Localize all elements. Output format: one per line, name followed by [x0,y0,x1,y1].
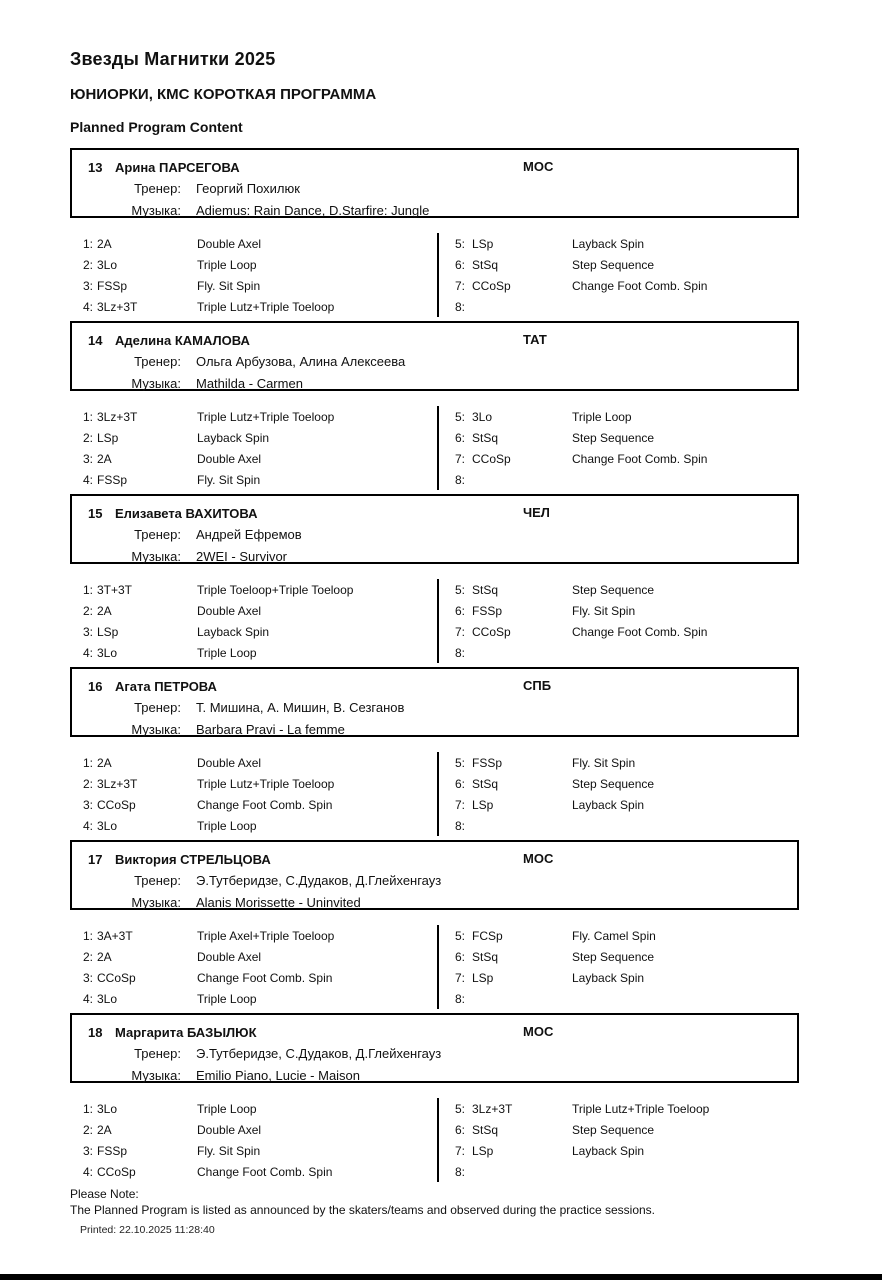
element-description: Change Foot Comb. Spin [197,970,333,985]
element-code: StSq [472,949,499,964]
coach-row [72,869,797,891]
element-number: 3: [83,624,94,639]
element-description: Triple Loop [197,1101,257,1116]
music-row [72,891,797,913]
element-code: LSp [97,430,119,445]
element-description: Layback Spin [572,797,645,812]
element-code: FSSp [472,755,503,770]
element-number: 8: [455,299,466,314]
element-number: 6: [455,257,466,272]
element-number: 6: [455,949,466,964]
element-number: 8: [455,818,466,833]
element-row [83,967,437,988]
element-code: 3Lz+3T [97,299,138,314]
element-code: LSp [472,236,494,251]
element-code: 2A [97,1122,112,1137]
coach-value: Э.Тутберидзе, С.Дудаков, Д.Глейхенгауз [196,1045,442,1061]
element-code: LSp [97,624,119,639]
coach-value: Э.Тутберидзе, С.Дудаков, Д.Глейхенгауз [196,872,442,888]
element-description: Change Foot Comb. Spin [572,624,708,639]
element-number: 7: [455,970,466,985]
skater-name: Агата ПЕТРОВА [115,678,217,694]
coach-value: Георгий Похилюк [196,180,300,196]
element-row [455,427,799,448]
elements-table [70,391,799,494]
element-description: Double Axel [197,236,262,251]
music-value: Adiemus: Rain Dance, D.Starfire: Jungle [196,202,430,218]
element-row [83,752,437,773]
skater-list [70,148,800,1186]
element-code: 3Lo [97,645,118,660]
printed-timestamp: Printed: 22.10.2025 11:28:40 [80,1224,215,1236]
element-code: 3Lz+3T [97,776,138,791]
element-row [83,427,437,448]
element-code: 3Lz+3T [472,1101,513,1116]
element-row [455,600,799,621]
element-code: 3Lo [97,1101,118,1116]
element-number: 8: [455,1164,466,1179]
skater-block [70,494,799,667]
element-row [83,1119,437,1140]
skater-header-box [70,148,799,218]
skater-name-row [72,157,797,177]
skater-region: МОС [523,1024,554,1039]
skater-name: Аделина КАМАЛОВА [115,332,250,348]
element-code: 3T+3T [97,582,133,597]
element-description: Fly. Camel Spin [572,928,656,943]
element-number: 3: [83,797,94,812]
element-number: 7: [455,278,466,293]
element-row [83,254,437,275]
elements-column [437,579,799,663]
element-description: Triple Lutz+Triple Toeloop [197,299,335,314]
element-number: 6: [455,430,466,445]
music-row [72,1064,797,1086]
section-title: Planned Program Content [70,119,243,135]
element-number: 5: [455,582,466,597]
element-code: 2A [97,236,112,251]
element-description: Change Foot Comb. Spin [197,1164,333,1179]
element-row [455,752,799,773]
element-code: CCoSp [97,970,136,985]
skater-name: Елизавета ВАХИТОВА [115,505,258,521]
music-value: Mathilda - Carmen [196,375,303,391]
skater-block [70,1013,799,1186]
element-row [83,1140,437,1161]
element-row [455,233,799,254]
element-row [455,1098,799,1119]
element-code: StSq [472,582,499,597]
element-number: 4: [83,645,94,660]
element-number: 4: [83,299,94,314]
start-number: 16 [88,678,103,694]
element-number: 8: [455,645,466,660]
element-code: CCoSp [97,1164,136,1179]
element-number: 5: [455,409,466,424]
skater-region: МОС [523,159,554,174]
element-number: 7: [455,624,466,639]
music-label: Музыка: [131,375,181,391]
elements-table [70,737,799,840]
element-description: Triple Loop [197,645,257,660]
music-value: 2WEI - Survivor [196,548,288,564]
element-row [83,642,437,663]
element-number: 3: [83,278,94,293]
coach-row [72,696,797,718]
element-code: FSSp [97,472,128,487]
coach-row [72,350,797,372]
element-description: Double Axel [197,755,262,770]
element-code: FCSp [472,928,503,943]
element-description: Step Sequence [572,582,655,597]
element-row [455,448,799,469]
elements-table [70,1083,799,1186]
start-number: 17 [88,851,103,867]
skater-name-row [72,503,797,523]
skater-name-row [72,676,797,696]
element-number: 3: [83,451,94,466]
element-number: 1: [83,409,94,424]
element-row [455,621,799,642]
element-row [83,946,437,967]
music-label: Музыка: [131,548,181,564]
elements-column [70,1098,437,1182]
element-code: LSp [472,970,494,985]
skater-header-box [70,321,799,391]
element-row [83,925,437,946]
element-number: 4: [83,818,94,833]
elements-table [70,218,799,321]
skater-block [70,667,799,840]
element-description: Change Foot Comb. Spin [197,797,333,812]
elements-column [437,233,799,317]
element-row [455,773,799,794]
element-number: 2: [83,257,94,272]
element-code: 2A [97,949,112,964]
element-code: CCoSp [472,278,511,293]
element-number: 7: [455,1143,466,1158]
coach-row [72,177,797,199]
start-number: 15 [88,505,103,521]
elements-column [70,925,437,1009]
element-row [83,469,437,490]
element-description: Double Axel [197,603,262,618]
element-code: 2A [97,755,112,770]
music-label: Музыка: [131,894,181,910]
element-row [455,296,799,317]
element-number: 6: [455,776,466,791]
element-description: Step Sequence [572,949,655,964]
skater-name: Арина ПАРСЕГОВА [115,159,240,175]
element-description: Double Axel [197,949,262,964]
element-number: 1: [83,755,94,770]
music-label: Музыка: [131,202,181,218]
element-number: 1: [83,236,94,251]
elements-column [437,406,799,490]
coach-label: Тренер: [134,699,181,715]
footer-note-text: The Planned Program is listed as announced by the skaters/teams and observed during the practice sessions. [70,1203,655,1217]
element-row [455,925,799,946]
element-number: 1: [83,582,94,597]
element-row [83,794,437,815]
element-code: FSSp [472,603,503,618]
element-description: Triple Lutz+Triple Toeloop [197,409,335,424]
element-number: 5: [455,1101,466,1116]
elements-column [70,406,437,490]
page-title: Звезды Магнитки 2025 [70,49,276,69]
element-code: FSSp [97,1143,128,1158]
element-row [83,406,437,427]
element-number: 3: [83,1143,94,1158]
skater-block [70,148,799,321]
skater-header-box [70,494,799,564]
skater-block [70,840,799,1013]
element-row [83,275,437,296]
element-description: Triple Lutz+Triple Toeloop [572,1101,710,1116]
music-row [72,372,797,394]
element-row [83,600,437,621]
music-value: Emilio Piano, Lucie - Maison [196,1067,361,1083]
element-number: 3: [83,970,94,985]
element-description: Triple Loop [197,257,257,272]
music-label: Музыка: [131,721,181,737]
element-description: Triple Loop [197,991,257,1006]
element-code: 3Lz+3T [97,409,138,424]
element-code: CCoSp [97,797,136,812]
element-number: 4: [83,472,94,487]
element-number: 7: [455,797,466,812]
coach-label: Тренер: [134,1045,181,1061]
element-code: CCoSp [472,624,511,639]
element-code: FSSp [97,278,128,293]
element-number: 5: [455,928,466,943]
footer [0,1186,882,1237]
element-row [455,967,799,988]
element-description: Fly. Sit Spin [572,603,636,618]
element-row [83,815,437,836]
elements-column [70,579,437,663]
skater-region: СПБ [523,678,552,693]
coach-row [72,523,797,545]
element-description: Double Axel [197,1122,262,1137]
element-number: 7: [455,451,466,466]
skater-header-box [70,667,799,737]
element-description: Double Axel [197,451,262,466]
element-description: Step Sequence [572,776,655,791]
elements-table [70,910,799,1013]
element-description: Change Foot Comb. Spin [572,451,708,466]
element-row [455,988,799,1009]
element-number: 2: [83,1122,94,1137]
element-code: 3Lo [97,991,118,1006]
element-code: LSp [472,1143,494,1158]
element-number: 2: [83,603,94,618]
music-row [72,545,797,567]
skater-header-box [70,840,799,910]
coach-value: Андрей Ефремов [196,526,302,542]
element-row [83,296,437,317]
element-description: Layback Spin [197,624,270,639]
element-row [455,1161,799,1182]
elements-column [437,925,799,1009]
element-description: Fly. Sit Spin [197,472,261,487]
element-code: 2A [97,603,112,618]
coach-label: Тренер: [134,872,181,888]
element-code: StSq [472,430,499,445]
element-row [455,794,799,815]
element-row [455,946,799,967]
bottom-edge-bar [0,1274,882,1280]
element-number: 2: [83,949,94,964]
start-number: 18 [88,1024,103,1040]
skater-region: МОС [523,851,554,866]
element-code: StSq [472,257,499,272]
element-code: StSq [472,1122,499,1137]
element-description: Layback Spin [572,236,645,251]
element-description: Triple Loop [197,818,257,833]
element-description: Layback Spin [572,970,645,985]
element-number: 4: [83,1164,94,1179]
element-code: StSq [472,776,499,791]
skater-name: Виктория СТРЕЛЬЦОВА [115,851,271,867]
element-code: 3Lo [97,257,118,272]
element-row [83,579,437,600]
music-row [72,199,797,221]
elements-column [437,752,799,836]
category-title: ЮНИОРКИ, КМС КОРОТКАЯ ПРОГРАММА [70,86,377,103]
element-number: 2: [83,430,94,445]
element-row [83,988,437,1009]
element-row [455,579,799,600]
element-description: Fly. Sit Spin [197,1143,261,1158]
element-number: 6: [455,603,466,618]
skater-header-box [70,1013,799,1083]
footer-note-title: Please Note: [70,1187,139,1201]
start-number: 14 [88,332,103,348]
element-row [455,406,799,427]
element-description: Fly. Sit Spin [197,278,261,293]
element-description: Step Sequence [572,1122,655,1137]
element-number: 8: [455,472,466,487]
element-description: Triple Lutz+Triple Toeloop [197,776,335,791]
element-number: 5: [455,236,466,251]
element-description: Change Foot Comb. Spin [572,278,708,293]
element-description: Fly. Sit Spin [572,755,636,770]
elements-column [437,1098,799,1182]
music-row [72,718,797,740]
element-code: 3Lo [97,818,118,833]
element-code: 2A [97,451,112,466]
elements-table [70,564,799,667]
element-description: Step Sequence [572,430,655,445]
element-row [455,1119,799,1140]
element-number: 8: [455,991,466,1006]
skater-block [70,321,799,494]
element-row [83,233,437,254]
element-description: Triple Loop [572,409,632,424]
element-row [455,815,799,836]
element-number: 1: [83,1101,94,1116]
element-description: Triple Toeloop+Triple Toeloop [197,582,354,597]
element-row [455,642,799,663]
coach-label: Тренер: [134,526,181,542]
coach-value: Т. Мишина, А. Мишин, В. Сезганов [196,699,405,715]
element-number: 1: [83,928,94,943]
coach-label: Тренер: [134,180,181,196]
coach-label: Тренер: [134,353,181,369]
element-row [83,773,437,794]
element-row [83,1098,437,1119]
element-row [455,469,799,490]
element-row [83,1161,437,1182]
element-row [455,1140,799,1161]
element-description: Layback Spin [572,1143,645,1158]
skater-region: ТАТ [523,332,547,347]
start-number: 13 [88,159,103,175]
element-row [83,448,437,469]
music-label: Музыка: [131,1067,181,1083]
element-description: Layback Spin [197,430,270,445]
element-code: 3Lo [472,409,493,424]
elements-column [70,752,437,836]
skater-name-row [72,1022,797,1042]
skater-name-row [72,849,797,869]
element-code: LSp [472,797,494,812]
element-description: Triple Axel+Triple Toeloop [197,928,335,943]
coach-value: Ольга Арбузова, Алина Алексеева [196,353,406,369]
skater-name: Маргарита БАЗЫЛЮК [115,1024,257,1040]
element-row [455,254,799,275]
element-number: 2: [83,776,94,791]
element-description: Step Sequence [572,257,655,272]
music-value: Alanis Morissette - Uninvited [196,894,361,910]
elements-column [70,233,437,317]
element-code: 3A+3T [97,928,133,943]
element-row [455,275,799,296]
element-number: 4: [83,991,94,1006]
music-value: Barbara Pravi - La femme [196,721,345,737]
element-number: 6: [455,1122,466,1137]
element-row [83,621,437,642]
element-number: 5: [455,755,466,770]
element-code: CCoSp [472,451,511,466]
skater-region: ЧЕЛ [523,505,550,520]
coach-row [72,1042,797,1064]
skater-name-row [72,330,797,350]
